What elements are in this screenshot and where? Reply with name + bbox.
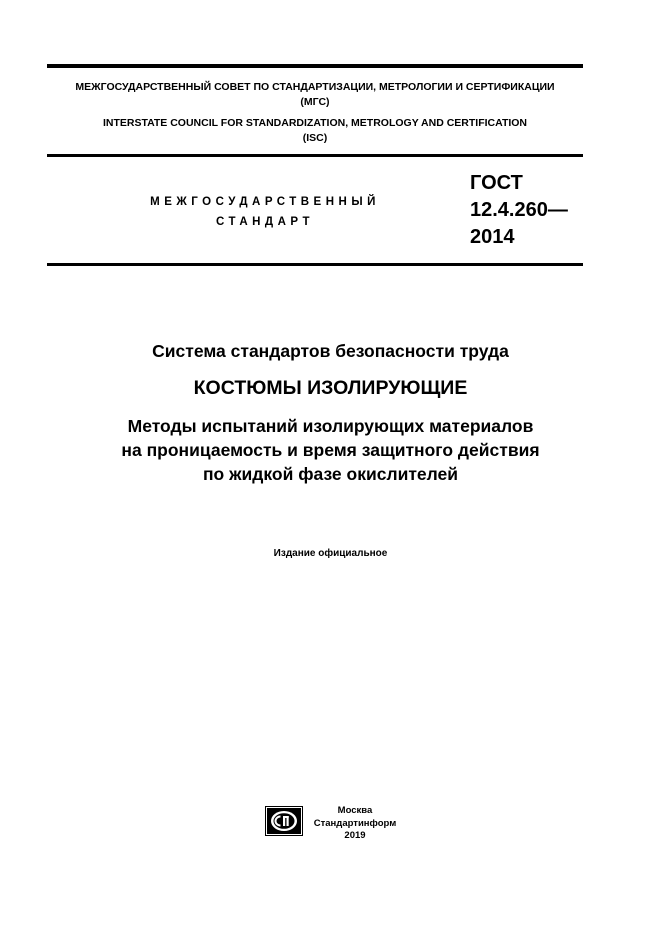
standard-kind-line2: СТАНДАРТ <box>216 216 314 228</box>
gost-designation <box>470 170 600 251</box>
publisher-block <box>306 805 404 843</box>
publisher-name: Стандартинформ <box>313 817 397 829</box>
council-en-name: INTERSTATE COUNCIL FOR STANDARDIZATION, METROLOGY AND CERTIFICATION <box>102 117 528 129</box>
standartinform-logo-icon <box>265 806 303 836</box>
council-ru-abbr: (МГС) <box>300 96 330 108</box>
council-en <box>47 116 583 146</box>
middle-rule <box>47 154 583 157</box>
subtitle-line3: по жидкой фазе окислителей <box>202 464 459 484</box>
subtitle-line2: на проницаемость и время защитного действия <box>121 440 540 460</box>
publisher-year: 2019 <box>344 830 366 841</box>
council-en-abbr: (ISC) <box>302 132 328 144</box>
edition-label: Издание официальное <box>273 548 388 559</box>
subtitle-line1: Методы испытаний изолирующих материалов <box>127 416 534 436</box>
standard-kind-line1: МЕЖГОСУДАРСТВЕННЫЙ <box>150 196 380 208</box>
council-ru <box>47 80 583 110</box>
gost-number: 12.4.260— <box>470 199 568 221</box>
gost-year: 2014 <box>470 226 515 248</box>
subtitle <box>0 414 661 486</box>
bottom-rule <box>47 263 583 266</box>
council-ru-name: МЕЖГОСУДАРСТВЕННЫЙ СОВЕТ ПО СТАНДАРТИЗАЦИИ, МЕТРОЛОГИИ И СЕРТИФИКАЦИИ <box>75 81 555 93</box>
main-title: КОСТЮМЫ ИЗОЛИРУЮЩИЕ <box>193 377 468 399</box>
gost-prefix: ГОСТ <box>470 172 523 194</box>
top-rule <box>47 64 583 68</box>
system-title: Система стандартов безопасности труда <box>152 341 509 361</box>
publisher-city: Москва <box>337 805 373 816</box>
